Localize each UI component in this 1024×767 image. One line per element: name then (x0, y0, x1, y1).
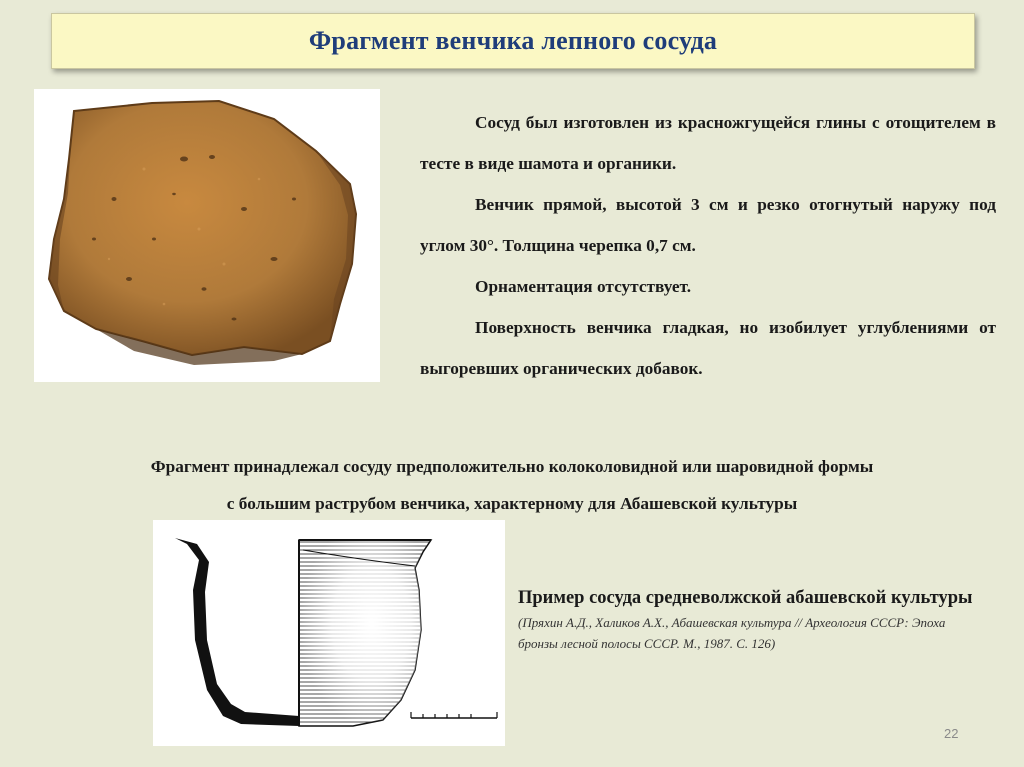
caption-title: Пример сосуда средневолжской абашевской культуры (518, 588, 973, 608)
vessel-drawing-image (153, 520, 505, 746)
vessel-drawing (153, 520, 505, 746)
description-paragraph: Сосуд был изготовлен из красножгущейся глины с отощителем в тесте в виде шамота и органики. (420, 113, 996, 173)
slide-title: Фрагмент венчика лепного сосуда (308, 26, 718, 55)
pottery-sherd-image (34, 89, 380, 382)
sherd-photo (34, 89, 380, 382)
conclusion-line: с большим раструбом венчика, характерному для Абашевской культуры (226, 494, 798, 513)
conclusion-text (20, 448, 1004, 522)
caption-citation: (Пряхин А.Д., Халиков А.Х., Абашевская культура // Археология СССР: Эпоха бронзы лесной полосы СССР. М., 1987. С. 126) (518, 615, 946, 651)
description-paragraph: Орнаментация отсутствует. (475, 277, 692, 296)
sherd-description (420, 102, 996, 389)
page-number: 22 (944, 726, 959, 741)
description-paragraph: Поверхность венчика гладкая, но изобилует углублениями от выгоревших органических добавок. (420, 318, 996, 378)
title-banner (51, 13, 975, 69)
description-paragraph: Венчик прямой, высотой 3 см и резко отогнутый наружу под углом 30°. Толщина черепка 0,7 см. (420, 195, 996, 255)
conclusion-line: Фрагмент принадлежал сосуду предположительно колоколовидной или шаровидной формы (150, 457, 874, 476)
figure-caption (518, 586, 978, 654)
